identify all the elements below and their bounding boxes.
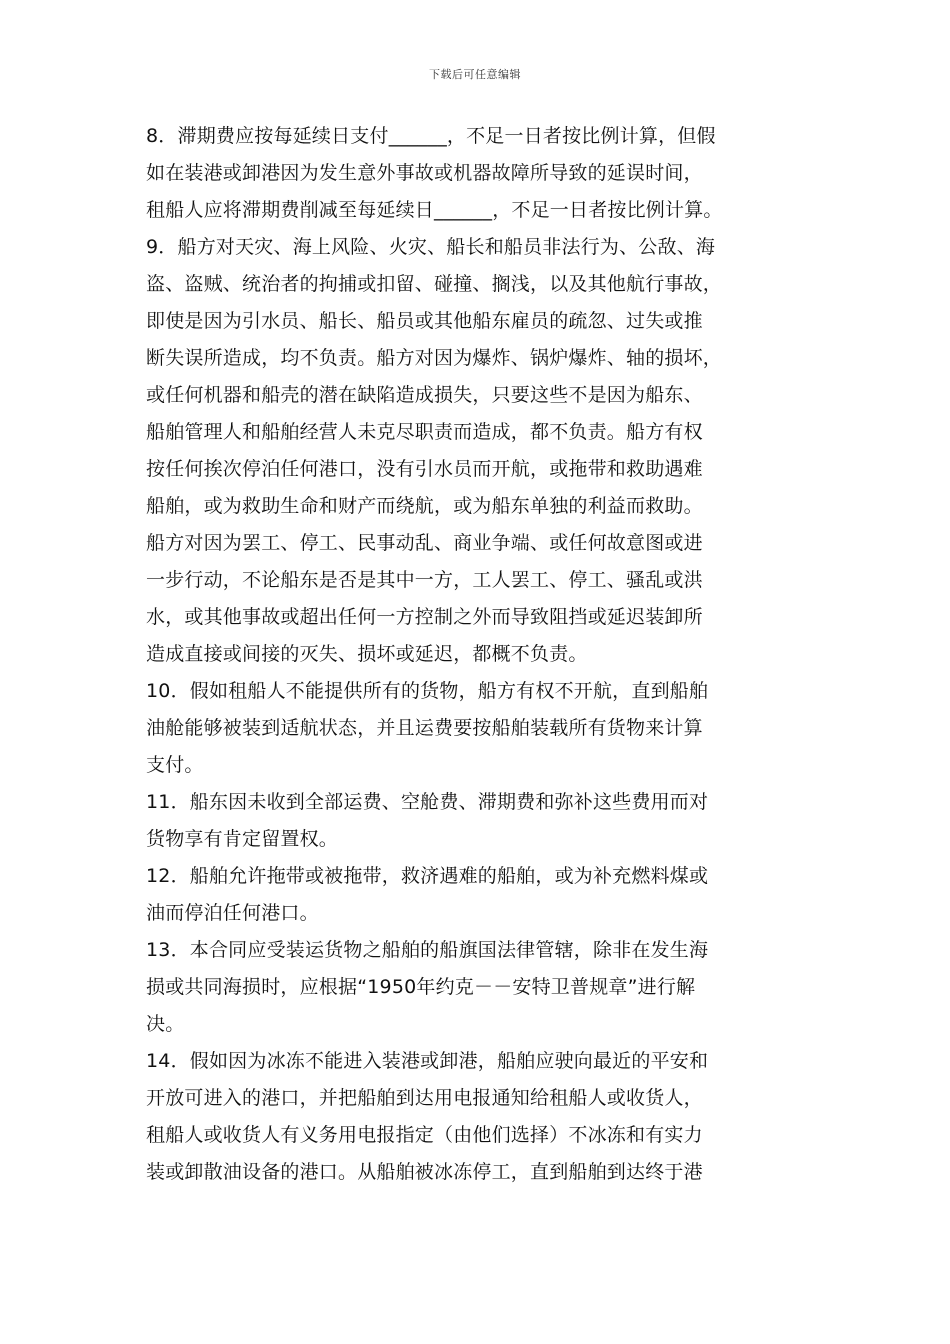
text-line: 14．假如因为冰冻不能进入装港或卸港，船舶应驶向最近的平安和 bbox=[146, 1050, 709, 1072]
text-line: 支付。 bbox=[146, 754, 204, 776]
text-line: 水，或其他事故或超出任何一方控制之外而导致阻挡或延迟装卸所 bbox=[146, 606, 703, 628]
text-line: 货物享有肯定留置权。 bbox=[146, 828, 339, 850]
text-line: 8．滞期费应按每延续日支付______，不足一日者按比例计算，但假 bbox=[146, 125, 716, 147]
text-line: 船舶，或为救助生命和财产而绕航，或为船东单独的利益而救助。 bbox=[146, 495, 703, 517]
text-line: 船方对因为罢工、停工、民事动乱、商业争端、或任何故意图或进 bbox=[146, 532, 703, 554]
text-line: 装或卸散油设备的港口。从船舶被冰冻停工，直到船舶到达终于港 bbox=[146, 1161, 703, 1183]
text-line: 油而停泊任何港口。 bbox=[146, 902, 319, 924]
text-line: 船舶管理人和船舶经营人未克尽职责而造成，都不负责。船方有权 bbox=[146, 421, 703, 443]
text-line: 13．本合同应受装运货物之船舶的船旗国法律管辖，除非在发生海 bbox=[146, 939, 709, 961]
text-line: 按任何挨次停泊任何港口，没有引水员而开航，或拖带和救助遇难 bbox=[146, 458, 703, 480]
text-line: 10．假如租船人不能提供所有的货物，船方有权不开航，直到船舶 bbox=[146, 680, 709, 702]
text-line: 损或共同海损时，应根据“1950年约克－－安特卫普规章”进行解 bbox=[146, 976, 696, 998]
text-line: 11．船东因未收到全部运费、空舱费、滞期费和弥补这些费用而对 bbox=[146, 791, 709, 813]
page-header-note: 下载后可任意编辑 bbox=[429, 68, 521, 81]
text-line: 如在装港或卸港因为发生意外事故或机器故障所导致的延误时间， bbox=[146, 162, 703, 184]
text-line: 断失误所造成，均不负责。船方对因为爆炸、锅炉爆炸、轴的损坏， bbox=[146, 347, 723, 369]
text-line: 12．船舶允许拖带或被拖带，救济遇难的船舶，或为补充燃料煤或 bbox=[146, 865, 709, 887]
text-line: 或任何机器和船壳的潜在缺陷造成损失，只要这些不是因为船东、 bbox=[146, 384, 703, 406]
text-line: 开放可进入的港口，并把船舶到达用电报通知给租船人或收货人， bbox=[146, 1087, 703, 1109]
text-line: 一步行动，不论船东是否是其中一方，工人罢工、停工、骚乱或洪 bbox=[146, 569, 703, 591]
text-line: 盗、盗贼、统治者的拘捕或扣留、碰撞、搁浅，以及其他航行事故， bbox=[146, 273, 723, 295]
text-line: 租船人或收货人有义务用电报指定（由他们选择）不冰冻和有实力 bbox=[146, 1124, 703, 1146]
text-line: 租船人应将滞期费削减至每延续日______，不足一日者按比例计算。 bbox=[146, 199, 723, 221]
text-line: 决。 bbox=[146, 1013, 185, 1035]
text-line: 9．船方对天灾、海上风险、火灾、船长和船员非法行为、公敌、海 bbox=[146, 236, 716, 258]
document-body bbox=[146, 118, 810, 1191]
text-line: 油舱能够被装到适航状态，并且运费要按船舶装载所有货物来计算 bbox=[146, 717, 703, 739]
text-line: 造成直接或间接的灭失、损坏或延迟，都概不负责。 bbox=[146, 643, 588, 665]
text-line: 即使是因为引水员、船长、船员或其他船东雇员的疏忽、过失或推 bbox=[146, 310, 703, 332]
